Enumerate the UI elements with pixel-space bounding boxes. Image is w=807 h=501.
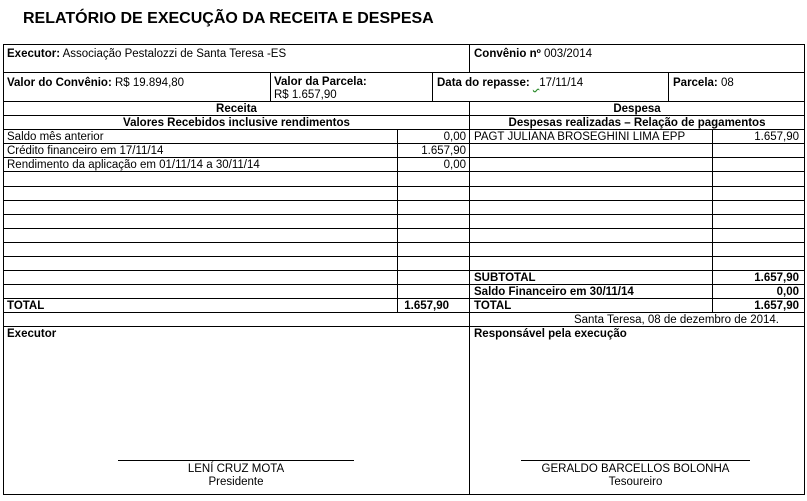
despesa-saldo-value: 0,00 bbox=[776, 286, 799, 298]
despesa-subtotal-label: SUBTOTAL bbox=[474, 272, 536, 284]
row-divider bbox=[3, 72, 805, 73]
grid-row-line bbox=[3, 186, 805, 187]
executor-field bbox=[7, 47, 286, 61]
receita-row-desc: Rendimento da aplicação em 01/11/14 a 30/11/14 bbox=[7, 159, 260, 171]
receita-row-desc: Crédito financeiro em 17/11/14 bbox=[7, 145, 164, 157]
despesa-saldo-label: Saldo Financeiro em 30/11/14 bbox=[474, 286, 634, 298]
grid-row-line bbox=[3, 284, 805, 285]
valor-convenio-label: Valor do Convênio: bbox=[7, 77, 112, 89]
despesa-subheading: Despesas realizadas – Relação de pagamentos bbox=[508, 117, 766, 129]
executor-value: Associação Pestalozzi de Santa Teresa -ES bbox=[62, 48, 287, 60]
divider bbox=[432, 72, 433, 101]
receita-heading: Receita bbox=[216, 103, 257, 115]
place-date: Santa Teresa, 08 de dezembro de 2014. bbox=[573, 314, 779, 326]
signature-left-label: Executor bbox=[7, 328, 57, 340]
receita-row-desc: Saldo mês anterior bbox=[7, 131, 104, 143]
convenio-field bbox=[474, 47, 592, 61]
signature-line-left bbox=[118, 460, 354, 461]
divider bbox=[270, 72, 271, 101]
receita-total-value: 1.657,90 bbox=[404, 300, 449, 312]
valor-convenio-field bbox=[7, 76, 184, 90]
signature-right-role: Tesoureiro bbox=[608, 476, 663, 488]
valor-parcela-label: Valor da Parcela: bbox=[274, 76, 367, 88]
signature-left-role: Presidente bbox=[208, 476, 264, 488]
grid-row-line bbox=[3, 242, 805, 243]
divider bbox=[469, 44, 470, 72]
despesa-subtotal-value: 1.657,90 bbox=[754, 272, 799, 284]
grid-row-line bbox=[3, 256, 805, 257]
frame-top-border bbox=[3, 44, 805, 45]
grid-row-line bbox=[3, 214, 805, 215]
divider bbox=[668, 72, 669, 101]
receita-total-label: TOTAL bbox=[7, 300, 45, 312]
frame-bottom-border bbox=[3, 494, 805, 495]
data-repasse-value: 17/11/14 bbox=[539, 77, 584, 89]
receita-row-value: 1.657,90 bbox=[421, 145, 466, 157]
receita-subheading: Valores Recebidos inclusive rendimentos bbox=[123, 117, 350, 129]
data-repasse-field bbox=[437, 76, 583, 90]
signature-right-name: GERALDO BARCELLOS BOLONHA bbox=[541, 463, 730, 475]
grid-row-line bbox=[3, 200, 805, 201]
signature-line-right bbox=[521, 460, 750, 461]
despesa-total-value: 1.657,90 bbox=[754, 300, 799, 312]
convenio-label: Convênio nº bbox=[474, 48, 541, 60]
despesa-heading: Despesa bbox=[613, 103, 661, 115]
parcela-field bbox=[673, 76, 734, 90]
grid-row-line bbox=[3, 270, 805, 271]
despesa-row-desc: PAGT JULIANA BROSEGHINI LIMA EPP bbox=[474, 131, 686, 143]
page-title: RELATÓRIO DE EXECUÇÃO DA RECEITA E DESPESA bbox=[23, 10, 434, 27]
row-divider bbox=[3, 326, 805, 327]
parcela-value: 08 bbox=[720, 77, 734, 89]
valor-convenio-value: R$ 19.894,80 bbox=[115, 77, 185, 89]
despesa-total-label: TOTAL bbox=[474, 300, 512, 312]
convenio-value: 003/2014 bbox=[544, 48, 592, 60]
receita-row-value: 0,00 bbox=[443, 131, 466, 143]
data-repasse-label: Data do repasse: bbox=[437, 77, 530, 89]
grid-row-line bbox=[3, 228, 805, 229]
executor-label: Executor: bbox=[7, 48, 61, 60]
receita-row-value: 0,00 bbox=[443, 159, 466, 171]
valor-parcela-value: R$ 1.657,90 bbox=[274, 89, 337, 101]
parcela-label: Parcela: bbox=[673, 77, 718, 89]
signature-right-label: Responsável pela execução bbox=[474, 328, 627, 340]
despesa-row-value: 1.657,90 bbox=[754, 131, 799, 143]
signature-left-name: LENÍ CRUZ MOTA bbox=[187, 463, 285, 475]
